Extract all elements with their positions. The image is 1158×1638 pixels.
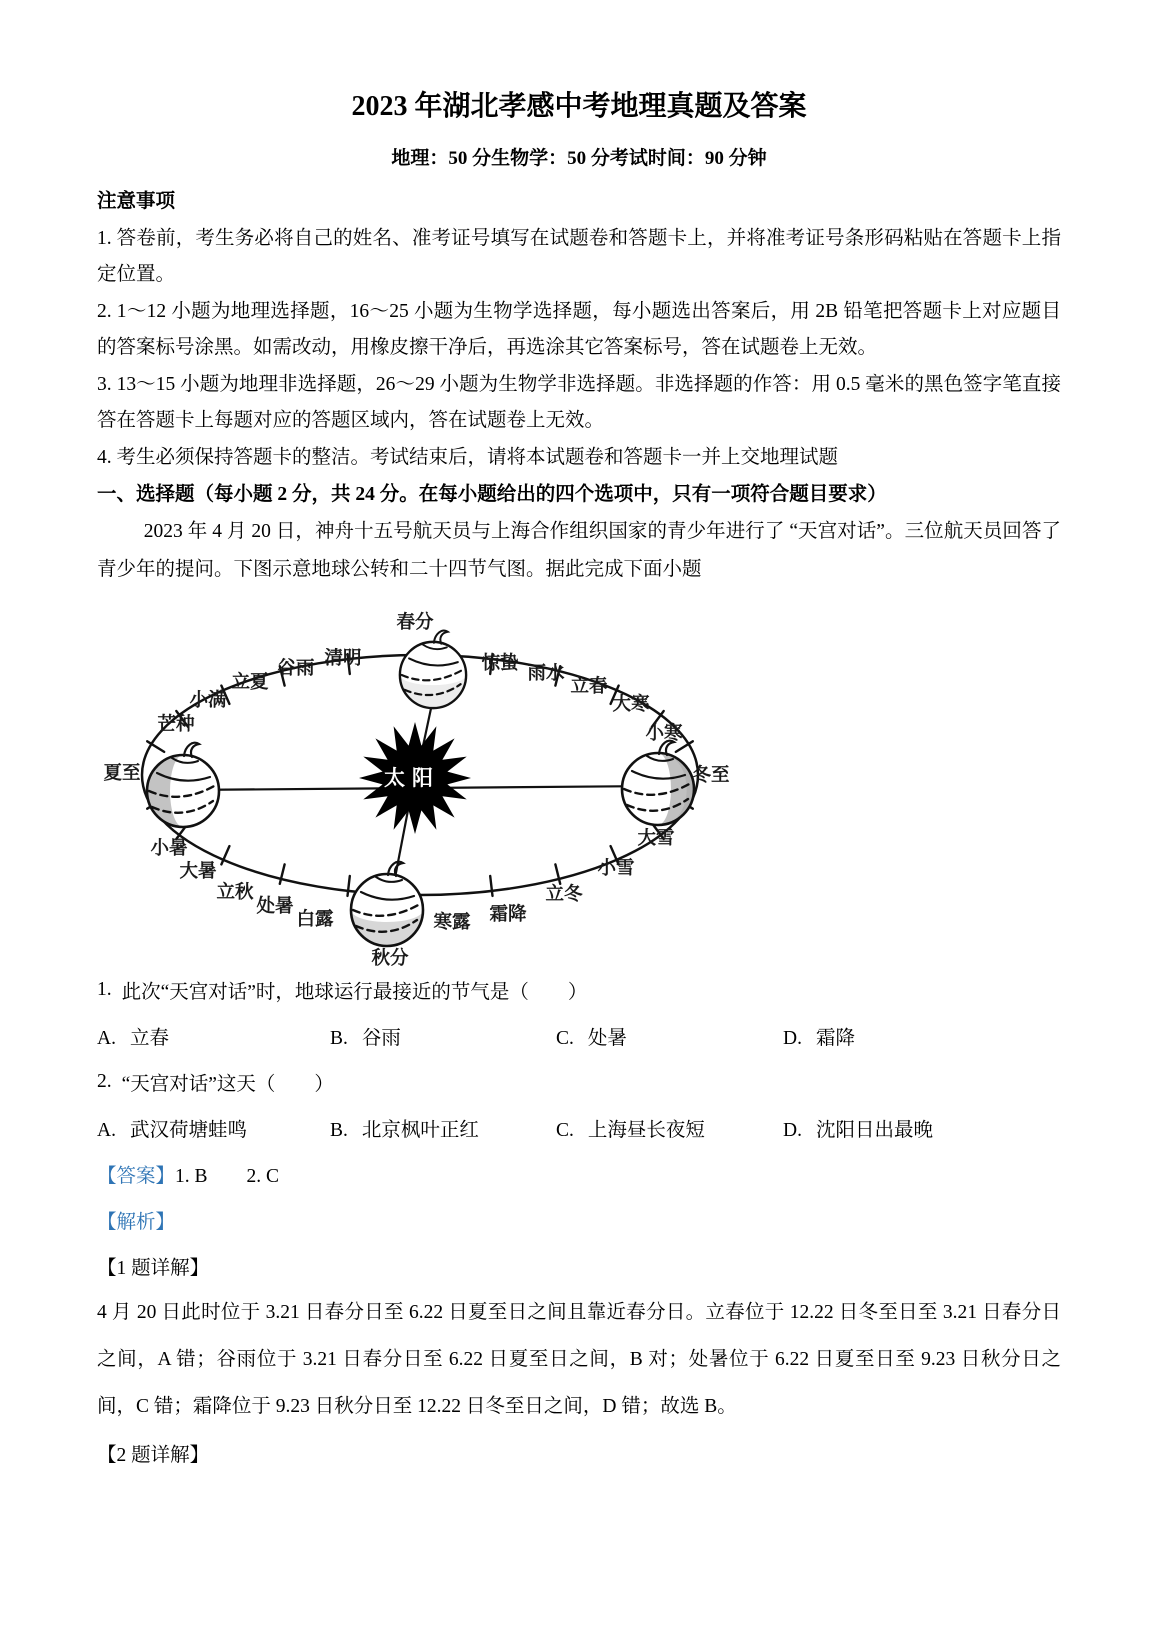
option-2b-text: 北京枫叶正红 — [361, 1120, 479, 1141]
option-1c-key: C. — [556, 1028, 574, 1049]
explanation-2-tag: 【2 题详解】 — [97, 1445, 210, 1466]
solar-term-label: 立春 — [570, 675, 608, 696]
solar-term-label: 小满 — [189, 689, 227, 710]
orbit-diagram-svg — [100, 593, 760, 978]
question-1-options — [97, 1013, 1061, 1059]
earth-globe-summer-solstice — [147, 743, 219, 827]
option-1c-text: 处暑 — [587, 1028, 627, 1049]
option-1a — [97, 1022, 330, 1050]
answer-tag: 【答案】 — [97, 1166, 176, 1187]
solar-term-label: 小寒 — [645, 722, 683, 743]
earth-revolution-diagram — [100, 593, 760, 967]
option-2d — [783, 1114, 1061, 1142]
option-2b — [330, 1114, 556, 1142]
solar-term-label: 大寒 — [612, 693, 650, 714]
notice-item-3: 3. 13～15 小题为地理非选择题，26～29 小题为生物学非选择题。非选择题的作答：用 0.5 毫米的黑色签字笔直接答在答题卡上每题对应的答题区域内，答在试题卷上无效。 — [97, 373, 1061, 431]
notice-item-4: 4. 考生必须保持答题卡的整洁。考试结束后，请将本试题卷和答题卡一并上交地理试题 — [97, 446, 839, 468]
answer-value: 1. B 2. C — [175, 1166, 280, 1187]
solar-term-label: 立夏 — [231, 671, 269, 692]
question-2-text: “天宫对话”这天（ ） — [121, 1074, 334, 1095]
solar-term-label: 处暑 — [256, 895, 294, 916]
exam-info-line: 地理：50 分生物学：50 分考试时间：90 分钟 — [391, 148, 767, 169]
option-1a-key: A. — [97, 1028, 116, 1049]
notice-item-2: 2. 1～12 小题为地理选择题，16～25 小题为生物学选择题，每小题选出答案后，用 2B 铅笔把答题卡上对应题目的答案标号涂黑。如需改动，用橡皮擦干净后，再选涂其它答案标号，答在试题卷上无效。 — [97, 300, 1061, 358]
solar-term-label: 霜降 — [489, 903, 527, 924]
option-1d-key: D. — [783, 1028, 802, 1049]
earth-globe-winter-solstice — [622, 741, 694, 825]
option-1b-key: B. — [330, 1028, 348, 1049]
option-2a-key: A. — [97, 1120, 116, 1141]
option-1c — [556, 1022, 783, 1050]
question-group-intro: 2023 年 4 月 20 日，神舟十五号航天员与上海合作组织国家的青少年进行了 “天宫对话”。三位航天员回答了青少年的提问。下图示意地球公转和二十四节气图。据此完成下面小题 — [97, 521, 1061, 580]
solar-term-label: 惊蛰 — [481, 652, 519, 673]
question-2 — [97, 1059, 1061, 1105]
option-2b-key: B. — [330, 1120, 348, 1141]
option-2c-key: C. — [556, 1120, 574, 1141]
solar-term-label: 秋分 — [371, 947, 409, 968]
solar-term-label: 春分 — [396, 611, 434, 632]
solar-term-label: 雨水 — [527, 662, 565, 683]
solar-term-label: 夏至 — [103, 762, 141, 783]
notice-heading: 注意事项 — [97, 191, 176, 212]
explanation-1-tag: 【1 题详解】 — [97, 1258, 210, 1279]
solar-term-label: 清明 — [324, 647, 362, 668]
questions-and-answers — [97, 967, 1061, 1476]
earth-globe-autumn-equinox — [351, 862, 423, 946]
question-1-text: 此次“天宫对话”时，地球运行最接近的节气是（ ） — [121, 982, 588, 1003]
solar-term-label: 立冬 — [545, 883, 583, 904]
option-1b-text: 谷雨 — [361, 1028, 401, 1049]
earth-globe-spring-equinox — [400, 631, 466, 709]
notice-section — [97, 184, 1061, 476]
solar-term-label: 大雪 — [637, 827, 675, 848]
solar-term-label: 小雪 — [597, 857, 635, 878]
solar-term-label: 芒种 — [157, 713, 195, 734]
sun-label: 太阳 — [384, 767, 440, 790]
solar-term-label: 立秋 — [216, 881, 254, 902]
option-1b — [330, 1022, 556, 1050]
solar-term-label: 小暑 — [150, 837, 188, 858]
analysis-tag: 【解析】 — [97, 1212, 176, 1233]
solar-term-label: 大暑 — [179, 860, 217, 881]
option-2a-text: 武汉荷塘蛙鸣 — [129, 1120, 247, 1141]
page-title: 2023 年湖北孝感中考地理真题及答案 — [351, 91, 807, 122]
explanation-1-text: 4 月 20 日此时位于 3.21 日春分日至 6.22 日夏至日之间且靠近春分日。立春位于 12.22 日冬至日至 3.21 日春分日之间，A 错；谷雨位于 3.21 日春分日至 6.22 日夏至日之间，B 对；处暑位于 6.22 日夏至日至 9.23 日秋分日之间，C 错；霜降位于 9.23 日秋分日至 12.22 日冬至日之间，D 错；故选 B。 — [97, 1302, 1061, 1417]
option-2c-text: 上海昼长夜短 — [587, 1120, 705, 1141]
option-2c — [556, 1114, 783, 1142]
solar-term-label: 谷雨 — [277, 657, 315, 678]
analysis-line — [97, 1197, 1061, 1243]
option-1d — [783, 1022, 1061, 1050]
answer-line — [97, 1151, 1061, 1197]
question-2-options — [97, 1105, 1061, 1151]
option-1a-text: 立春 — [129, 1028, 169, 1049]
option-2a — [97, 1114, 330, 1142]
solar-term-label: 白露 — [296, 908, 334, 929]
question-1-number: 1. — [97, 979, 112, 1000]
option-2d-text: 沈阳日出最晚 — [815, 1120, 933, 1141]
section-heading: 一、选择题（每小题 2 分，共 24 分。在每小题给出的四个选项中，只有一项符合题目要求） — [97, 484, 887, 505]
option-1d-text: 霜降 — [815, 1028, 855, 1049]
solar-term-label: 寒露 — [433, 911, 471, 932]
question-2-number: 2. — [97, 1071, 112, 1092]
solar-term-label: 冬至 — [692, 764, 730, 785]
notice-item-1: 1. 答卷前，考生务必将自己的姓名、准考证号填写在试题卷和答题卡上，并将准考证号条形码粘贴在答题卡上指定位置。 — [97, 227, 1061, 285]
option-2d-key: D. — [783, 1120, 802, 1141]
